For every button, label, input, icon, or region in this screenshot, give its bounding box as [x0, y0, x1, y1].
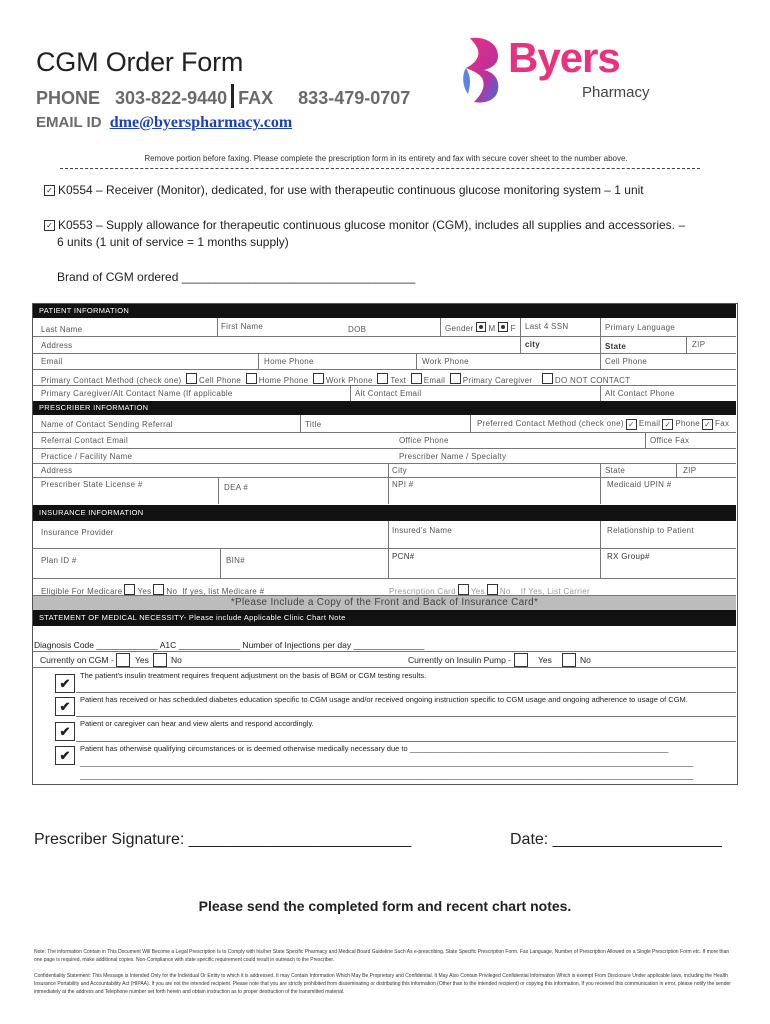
- checkbox-do-not-contact[interactable]: [542, 373, 553, 384]
- cm-dnc-label: DO NOT CONTACT: [554, 376, 631, 385]
- insurance-info-header: INSURANCE INFORMATION: [33, 505, 736, 521]
- relationship-label: Relationship to Patient: [607, 526, 694, 535]
- divider: [300, 415, 301, 432]
- plan-id-label: Plan ID #: [41, 556, 77, 565]
- license-label: Prescriber State License #: [41, 480, 143, 489]
- pref-phone-label: Phone: [675, 419, 701, 428]
- gender-label: Gender: [445, 324, 474, 333]
- footer-confidentiality: Confidentiality Statement: This Message is Intended Only for the Individual Or Entity to which it is addressed. It may Contain Information Which May Be Proprietary and Confidential. It May Also Contain Privileged Confidential Information Which is exempt From Disclosure Under applicable laws, including the Health Insurance Portability and Accountability Act (HIPAA). If you are not the intended recipient. Please note that you are strictly prohibited from disseminating or distributing this information (Other than to the intended recipient) or copying this information. If you received this communication in error, please notify the sender immediately at the address and Telephone number set forth herein and obtain instruction as to proper destruction of the transmitted material.: [34, 973, 731, 995]
- separator: [231, 84, 234, 108]
- city-label: city: [525, 340, 540, 349]
- divider: [388, 521, 389, 578]
- dea-label: DEA #: [224, 483, 249, 492]
- practice-label: Practice / Facility Name: [41, 452, 133, 461]
- statement-3: Patient or caregiver can hear and view alerts and respond accordingly.: [80, 719, 314, 728]
- divider: [600, 385, 601, 401]
- logo-text: Byers: [508, 34, 620, 81]
- checkbox-cell-phone[interactable]: [186, 373, 197, 384]
- tear-line: [60, 168, 700, 169]
- checkbox-pref-fax[interactable]: ✓: [704, 420, 712, 429]
- npi-label: NPI #: [392, 480, 414, 489]
- pref-email-label: Email: [638, 419, 661, 428]
- cm-email-label: Email: [423, 376, 446, 385]
- divider: [33, 477, 736, 478]
- cm-work-label: Work Phone: [325, 376, 373, 385]
- phone-label: PHONE: [36, 88, 101, 108]
- item-k0554: [44, 183, 644, 197]
- divider: [217, 318, 218, 336]
- medicare-yes-label: Yes: [137, 587, 152, 596]
- medicare-no-label: No: [166, 587, 178, 596]
- item-k0554-label: K0554 – Receiver (Monitor), dedicated, for use with therapeutic continuous glucose monitoring system – 1 unit: [58, 183, 644, 197]
- ref-email-label: Referral Contact Email: [41, 436, 129, 445]
- divider: [33, 548, 736, 549]
- rx-group-label: RX Group#: [607, 552, 650, 561]
- checkbox-home-phone[interactable]: [246, 373, 257, 384]
- language-label: Primary Language: [605, 323, 676, 332]
- first-name-label: First Name: [221, 322, 264, 331]
- pump-yes-label: Yes: [538, 655, 552, 665]
- contact-name-label: Name of Contact Sending Referral: [41, 420, 173, 429]
- checkbox-email[interactable]: [411, 373, 422, 384]
- cell-phone-label: Cell Phone: [605, 357, 648, 366]
- phone-number: 303-822-9440: [115, 88, 228, 108]
- divider: [76, 716, 736, 717]
- last-name-label: Last Name: [41, 325, 83, 334]
- page-title: CGM Order Form: [36, 47, 244, 77]
- cm-text-label: Text: [390, 376, 407, 385]
- checkbox-pref-email[interactable]: ✓: [627, 420, 635, 429]
- logo-subtext: Pharmacy: [582, 84, 650, 101]
- divider: [645, 432, 646, 448]
- divider: [33, 336, 736, 337]
- divider: [440, 318, 441, 336]
- bin-label: BIN#: [226, 556, 245, 565]
- cm-caregiver-label: Primary Caregiver: [462, 376, 533, 385]
- checkbox-rx-no[interactable]: [487, 584, 498, 595]
- phone-line: [36, 84, 410, 109]
- caregiver-label: Primary Caregiver/Alt Contact Name (If applicable: [41, 389, 233, 398]
- statement-4[interactable]: Patient has otherwise qualifying circumstances or is deemed otherwise medically necessary due to ______________________________________________________________: [80, 744, 669, 753]
- byers-logo: [460, 34, 680, 106]
- checkbox-k0554[interactable]: ✓: [44, 185, 55, 196]
- fax-number: 833-479-0707: [298, 88, 411, 108]
- office-phone-label: Office Phone: [399, 436, 449, 445]
- pref-contact-label: Preferred Contact Method (check one): [477, 419, 624, 428]
- gender-f-radio[interactable]: [498, 322, 508, 332]
- divider: [220, 548, 221, 578]
- divider: [350, 385, 351, 401]
- divider: [470, 415, 471, 432]
- necessity-header: STATEMENT OF MEDICAL NECESSITY- Please include Applicable Clinic Chart Note: [33, 610, 736, 626]
- divider: [33, 651, 736, 652]
- remove-note: Remove portion before faxing. Please complete the prescription form in its entirety and fax with secure cover sheet to the number above.: [144, 154, 628, 163]
- divider: [600, 463, 601, 477]
- checkbox-caregiver[interactable]: [450, 373, 461, 384]
- divider: [600, 353, 601, 369]
- item-k0553-line2: 6 units (1 unit of service = 1 months supply): [57, 235, 289, 249]
- medicare-label: Eligible For Medicare: [41, 587, 123, 596]
- statement-4-line-2[interactable]: ___________________________________________________________________________________________________________________________________________________: [80, 758, 694, 767]
- pcn-label: PCN#: [392, 552, 415, 561]
- home-phone-label: Home Phone: [264, 357, 314, 366]
- fax-label: FAX: [238, 88, 274, 108]
- alt-phone-label: Alt Contact Phone: [605, 389, 675, 398]
- checkbox-statement-1[interactable]: ✔: [55, 674, 75, 693]
- on-pump-label: Currently on Insulin Pump -: [408, 655, 511, 665]
- email-line: [36, 114, 292, 132]
- divider: [33, 667, 736, 668]
- divider: [33, 432, 736, 433]
- divider: [600, 318, 601, 336]
- prescriber-signature-field[interactable]: Prescriber Signature: _________________________: [34, 831, 412, 848]
- title-label: Title: [305, 420, 322, 429]
- divider: [388, 477, 389, 504]
- carrier-label: If Yes, List Carrier: [520, 587, 590, 596]
- zip-label: ZIP: [692, 340, 706, 349]
- cgm-yes-label: Yes: [135, 655, 149, 665]
- checkbox-medicare-yes[interactable]: [124, 584, 135, 595]
- divider: [33, 578, 736, 579]
- checkbox-cgm-no[interactable]: [153, 653, 167, 667]
- divider: [686, 336, 687, 353]
- divider: [33, 463, 736, 464]
- divider: [416, 353, 417, 369]
- checkbox-rx-yes[interactable]: [458, 584, 469, 595]
- rx-card-label: Prescription Card: [389, 587, 456, 596]
- provider-label: Insurance Provider: [41, 528, 114, 537]
- checkbox-pref-phone[interactable]: ✓: [664, 420, 672, 429]
- statement-2: Patient has received or has scheduled diabetes education specific to CGM usage and/or received ongoing instruction specific to CGM usage and ongoing adherence to usage of CGM.: [80, 695, 688, 704]
- cm-home-label: Home Phone: [258, 376, 309, 385]
- divider: [520, 336, 521, 353]
- insurance-copy-note: *Please Include a Copy of the Front and Back of Insurance Card*: [230, 597, 539, 608]
- medicaid-label: Medicaid UPIN #: [607, 480, 672, 489]
- statement-1: The patient's insulin treatment requires frequent adjustment on the basis of BGM or CGM testing results.: [80, 671, 427, 680]
- divider: [33, 448, 736, 449]
- divider: [388, 463, 389, 477]
- email-link[interactable]: dme@byerspharmacy.com: [109, 114, 293, 131]
- divider: [600, 477, 601, 504]
- contact-method-label: Primary Contact Method (check one): [41, 376, 182, 385]
- divider: [600, 521, 601, 578]
- checkbox-statement-3[interactable]: ✔: [55, 722, 75, 741]
- divider: [600, 336, 601, 353]
- gender-m-radio[interactable]: [476, 322, 486, 332]
- divider: [676, 463, 677, 477]
- alt-email-label: Alt Contact Email: [355, 389, 422, 398]
- dob-label: DOB: [348, 325, 367, 334]
- address-label: Address: [41, 341, 73, 350]
- checkbox-pump-yes[interactable]: [514, 653, 528, 667]
- rx-yes-label: Yes: [470, 587, 485, 596]
- checkbox-pump-no[interactable]: [562, 653, 576, 667]
- gender-m-label: M: [488, 324, 496, 333]
- cm-cell-label: Cell Phone: [199, 376, 242, 385]
- item-k0553: [44, 218, 685, 232]
- insured-label: Insured's Name: [392, 526, 452, 535]
- p-address-label: Address: [41, 466, 73, 475]
- pref-fax-label: Fax: [715, 419, 730, 428]
- divider: [258, 353, 259, 369]
- contact-method-row: [41, 373, 630, 385]
- medicare-number-label: If yes, list Medicare #: [182, 587, 265, 596]
- diagnosis-row[interactable]: Diagnosis Code _____________ A1C _____________ Number of Injections per day _______________: [34, 640, 425, 650]
- divider: [33, 369, 736, 370]
- pump-no-label: No: [580, 655, 591, 665]
- p-city-label: City: [392, 466, 407, 475]
- divider: [33, 385, 736, 386]
- checkbox-cgm-yes[interactable]: [116, 653, 130, 667]
- state-label: State: [605, 342, 627, 351]
- statement-4-line-3[interactable]: ___________________________________________________________________________________________________________________________________________________: [80, 771, 694, 780]
- checkbox-k0553[interactable]: ✓: [44, 220, 55, 231]
- on-cgm-label: Currently on CGM -: [40, 655, 114, 665]
- checkbox-work-phone[interactable]: [313, 373, 324, 384]
- divider: [76, 741, 736, 742]
- cgm-no-label: No: [171, 655, 182, 665]
- divider: [218, 477, 219, 504]
- work-phone-label: Work Phone: [422, 357, 469, 366]
- send-note: Please send the completed form and recent chart notes.: [198, 898, 572, 914]
- last4-label: Last 4 SSN: [525, 322, 569, 331]
- footer-note: Note: The information Contain in This Document Will Become a Legal Prescription Is to Comply with his/her State Specific Pharmacy and Medical Board Guideline Such As e-prescribing. State Specific Prescription Form. Fax Language, Number of Prescription Allowed on a Single Prescription Form etc. If more than one page is required, make additional copies. Non-Compliance with state specific requirement could result in outreach to the Prescriber.: [34, 949, 730, 963]
- date-field[interactable]: Date: ___________________: [510, 831, 722, 848]
- patient-info-header: PATIENT INFORMATION: [33, 304, 736, 318]
- checkbox-statement-4[interactable]: ✔: [55, 746, 75, 765]
- checkbox-medicare-no[interactable]: [153, 584, 164, 595]
- divider: [76, 692, 736, 693]
- pref-contact-row: [477, 419, 729, 430]
- gender-field: [445, 322, 516, 333]
- checkbox-text[interactable]: [377, 373, 388, 384]
- divider: [520, 318, 521, 336]
- prescriber-name-label: Prescriber Name / Specialty: [399, 452, 507, 461]
- email-label: EMAIL ID: [36, 114, 102, 131]
- rx-no-label: No: [499, 587, 511, 596]
- office-fax-label: Office Fax: [650, 436, 690, 445]
- prescriber-info-header: PRESCRIBER INFORMATION: [33, 401, 736, 415]
- p-state-label: State: [605, 466, 626, 475]
- checkbox-statement-2[interactable]: ✔: [55, 697, 75, 716]
- p-zip-label: ZIP: [683, 466, 697, 475]
- email-label: Email: [41, 357, 63, 366]
- brand-field[interactable]: Brand of CGM ordered ___________________________________: [57, 270, 416, 284]
- item-k0553-label: K0553 – Supply allowance for therapeutic continuous glucose monitor (CGM), includes all supplies and accessories. –: [58, 218, 686, 232]
- divider: [33, 353, 736, 354]
- gender-f-label: F: [510, 324, 516, 333]
